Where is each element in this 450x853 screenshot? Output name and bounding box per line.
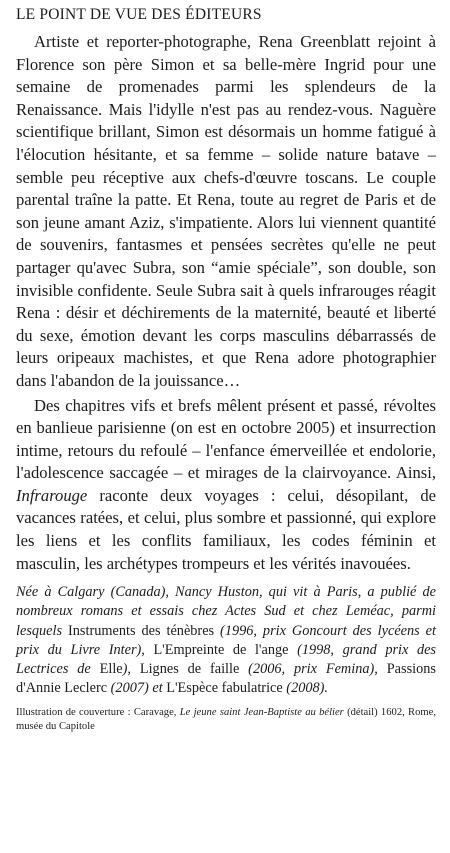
synopsis bbox=[16, 31, 436, 575]
author-bio-text-4: ), bbox=[122, 661, 140, 678]
book-title-4: Passions d'Annie Leclerc bbox=[16, 661, 436, 697]
author-bio bbox=[16, 583, 436, 698]
credit-suffix: (détail) 1602, Rome, musée du Capitole bbox=[16, 707, 436, 732]
synopsis-paragraph-2 bbox=[16, 395, 436, 576]
synopsis-paragraph-1: Artiste et reporter-photographe, Rena Greenblatt rejoint à Florence son père Simon et sa belle-mère Ingrid pour une semaine de promenades parmi les splendeurs de la Renaissance. Mais l'idylle n'est pas au rendez-vous. Naguère scientifique brillant, Simon est désormais un homme fatigué à l'élocution hésitante, et sa femme – solide nature batave – semble peu réceptive aux chefs-d'œuvre toscans. Le couple parental traîne la patte. Et Rena, toute au regret de Paris et de son jeune amant Aziz, s'impatiente. Alors lui viennent quantité de souvenirs, fantasmes et pensées secrètes qu'elle ne peut partager qu'avec Subra, son “amie spéciale”, son double, son invisible confidente. Seule Subra sait à quels infrarouges réagit Rena : désir et déchirements de la maternité, beauté et liberté du sexe, émotion devant les corps masculins débarrassés de leurs oripeaux machistes, et que Rena adore photographier dans l'abandon de la jouissance… bbox=[16, 32, 436, 390]
synopsis-paragraph-2-start: Des chapitres vifs et brefs mêlent présent et passé, révoltes en banlieue parisienne (on est en octobre 2005) et insurrection intime, retours du refoulé – l'enfance émerveillée et endolorie, l'adolescence saccagée – et mirages de la clairvoyance. Ainsi, bbox=[16, 395, 436, 483]
novel-title: Infrarouge bbox=[16, 485, 88, 505]
synopsis-paragraph-2-end: raconte deux voyages : celui, désopilant, de vacances ratées, et celui, plus sombre et passionné, qui explore les liens et les conflits familiaux, les codes féminin et masculin, les archétypes trompeurs et les vérités inavouées. bbox=[16, 485, 436, 573]
book-title-2: L'Empreinte de l'ange bbox=[153, 641, 289, 658]
book-title-3: Lignes de faille bbox=[139, 661, 240, 678]
cover-illustration-credit bbox=[16, 706, 436, 733]
author-bio-text-6: (2007) et bbox=[107, 680, 167, 697]
author-bio-text-5: (2006, prix Femina), bbox=[239, 661, 387, 678]
book-title-1: Instruments des ténèbres bbox=[68, 622, 215, 639]
author-bio-text-3: (1998, grand prix des Lectrices de bbox=[16, 641, 436, 678]
section-heading: LE POINT DE VUE DES ÉDITEURS bbox=[16, 6, 262, 23]
book-title-5: L'Espèce fabulatrice bbox=[166, 680, 283, 697]
credit-prefix: Illustration de couverture : Caravage, bbox=[16, 707, 180, 719]
magazine-title: Elle bbox=[99, 661, 123, 678]
author-bio-text-7: (2008). bbox=[282, 680, 328, 697]
author-bio-text-2: (1996, prix Goncourt des lycéens et prix du Livre Inter), bbox=[16, 622, 436, 658]
artwork-title: Le jeune saint Jean-Baptiste au bélier bbox=[179, 707, 344, 719]
author-bio-text-1: Née à Calgary (Canada), Nancy Huston, qui vit à Paris, a publié de nombreux romans et essais chez Actes Sud et chez Leméac, parmi lesquels bbox=[16, 584, 436, 639]
